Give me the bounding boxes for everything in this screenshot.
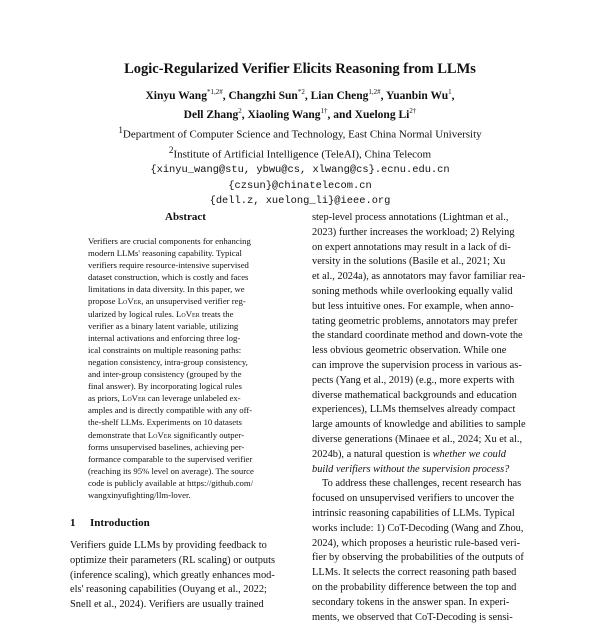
body-line: step-level process annotations (Lightman et al., [312,212,509,223]
body-line: focused on unsupervised verifiers to uncover the [312,493,514,505]
body-line: 2023) further increases the workload; 2) Relying [312,226,515,238]
author-name: Xinyu Wang [145,89,207,102]
author-affiliation-marker: 2 [238,106,242,115]
body-line: Snell et al., 2024). Verifiers are usually trained [70,599,264,611]
abstract-line: Verifiers are crucial components for enhancing [88,236,251,246]
abstract-line: verifiers require resource-intensive supervised [88,260,249,271]
affiliation-marker: 1 [118,125,123,135]
email-line: {czsun}@chinatelecom.cn [228,179,372,192]
body-line: can improve the supervision process in various as- [312,359,522,371]
author-affiliation-marker: *2 [297,88,305,96]
abstract-line: dataset construction, which is costly and faces [88,272,249,283]
paragraph [312,477,552,625]
body-line: optimize their parameters (RL scaling) or outputs [70,554,276,566]
author-name: , Yuanbin Wu [380,89,449,102]
body-line: experiences), LLMs themselves already compact [312,404,516,416]
body-line: less obvious geometric observation. While one [312,345,507,357]
body-line: versity in the solutions (Basile et al., 2021; Xu [312,256,506,268]
abstract-heading: Abstract [165,211,206,223]
body-line: soning methods while overlooking equally valid [312,285,513,297]
affiliation-marker: 2 [168,145,174,156]
abstract-line: final answer). By incorporating logical rules [88,381,242,392]
body-line: 2024b), a natural question is whether we could [312,448,506,460]
author-name: , Xiaoling Wang [241,108,321,121]
body-line: ments, we observed that CoT-Decoding is sensi- [312,611,513,623]
body-line: diverse mathematical backgrounds and education [312,389,517,401]
abstract-line: the-shelf LLMs. Experiments on 10 datasets [88,417,242,428]
body-line: intrinsic reasoning capabilities of LLMs. Typical [312,507,515,519]
author-affiliation-marker: 1,2# [368,88,381,96]
body-line: (inference scaling), which greatly enhances mod- [70,569,275,581]
body-line: tating geometric problems, annotators may prefer [312,315,518,327]
abstract-line: forms unsupervised baselines, achieving per- [88,441,245,452]
abstract-line: limitations in data diversity. In this paper, we [88,284,245,295]
emphasis-text: build verifiers without the supervision process? [312,463,510,475]
body-line: fier by observing the probabilities of the outputs of [312,552,524,564]
body-line: large amounts of knowledge and abilities to sample [312,419,526,431]
abstract-line: verifier as a binary latent variable, utilizing [88,320,239,331]
body-line: 2024), which proposes a heuristic rule-based veri- [312,537,521,549]
abstract-line: (reaching its 95% level on average). The source [88,465,254,476]
affiliations [0,123,600,210]
author-name: , Lian Cheng [304,89,369,102]
section-heading-introduction [70,517,150,529]
author-affiliation-marker: 2† [409,106,417,115]
email-line: {xinyu_wang@stu, ybwu@cs, xlwang@cs}.ecnu.edu.cn [150,164,450,177]
author-name: Dell Zhang [183,108,239,121]
section-title: Introduction [90,517,150,529]
body-line: on the probability difference between the top and [312,581,517,593]
author-line-1 [0,85,600,104]
paper-title: Logic-Regularized Verifier Elicits Reasoning from LLMs [124,61,476,77]
body-line: on expert annotations may result in a lack of di- [312,241,511,253]
abstract-line: ical constraints on multiple reasoning paths: [88,344,242,355]
right-column-body [312,211,552,625]
email-line: {dell.z, xuelong_li}@ieee.org [209,195,391,208]
abstract-line: wangxinyufighting/llm-lover. [88,489,191,500]
abstract-line: amples and is directly compatible with any off- [88,405,253,416]
introduction-body [70,539,310,613]
body-line: the standard coordinate method and down-vote the [312,330,523,342]
author-line-2 [0,104,600,123]
author-name: , and Xuelong Li [327,108,410,121]
affiliation-text: Department of Computer Science and Technology, East China Normal University [122,128,482,141]
body-line [312,463,552,478]
body-line: but less intuitive ones. For example, when anno- [312,300,514,312]
affiliation-1 [0,123,600,143]
body-line: works include: 1) CoT-Decoding (Wang and Zhou, [312,522,524,534]
body-line: pects (Yang et al., 2019) (e.g., more experts with [312,374,515,386]
abstract-line: internal activations and enforcing three log- [88,332,241,343]
body-line: diverse generations (Minaee et al., 2024; Xu et al., [312,433,523,445]
abstract-line: formance comparable to the supervised verifier [88,453,253,464]
paragraph-continued [312,211,552,477]
affiliation-text: Institute of Artificial Intelligence (TeleAI), China Telecom [173,148,432,161]
section-number: 1 [70,517,76,529]
abstract-line: negation consistency, intra-group consistency, [88,356,248,367]
author-affiliation-marker: *1,2# [206,88,223,96]
author-affiliation-marker: 1† [320,106,328,115]
body-line: secondary tokens in the answer span. In experi- [312,596,510,608]
abstract-line: code is publicly available at https://github.com/ [88,477,254,488]
body-line: Verifiers guide LLMs by providing feedback to [70,540,267,551]
author-affiliation-marker: 1 [448,88,452,96]
body-line: LLMs. It selects the correct reasoning path based [312,567,517,579]
abstract-line: propose LoVer, an unsupervised verifier reg- [88,296,246,307]
affiliation-2 [0,143,600,163]
body-line: els' reasoning capabilities (Ouyang et al., 2022; [70,584,267,596]
emphasis-text: whether we could [432,448,506,460]
abstract-line: as priors, LoVer can leverage unlabeled ex- [88,393,241,404]
abstract-line: ularized by logical rules. LoVer treats the [88,308,234,319]
body-line: et al., 2024a), as annotators may favor familiar rea- [312,271,526,283]
abstract-body [88,235,284,501]
author-name: , [451,89,455,102]
author-list [0,85,600,123]
abstract-line: demonstrate that LoVer significantly outper- [88,429,245,440]
author-name: , Changzhi Sun [222,89,298,102]
body-line: To address these challenges, recent research has [322,478,522,490]
abstract-line: modern LLMs' reasoning capability. Typical [88,248,242,259]
abstract-line: and inter-group consistency (grouped by the [88,369,242,380]
